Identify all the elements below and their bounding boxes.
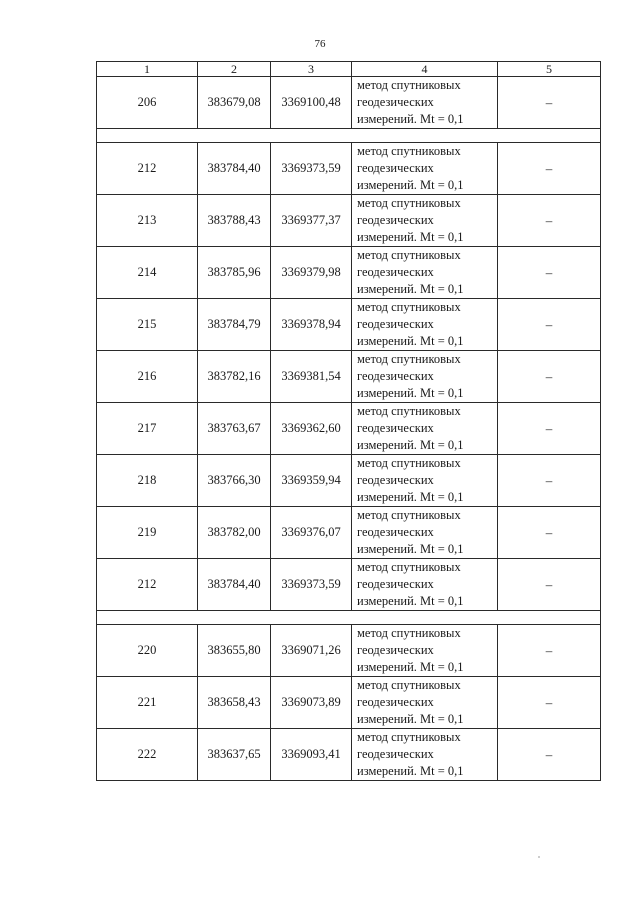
point-number-cell: 221 (97, 677, 198, 729)
table-separator-row (97, 611, 601, 625)
column-header: 5 (498, 62, 601, 77)
point-number-cell: 212 (97, 143, 198, 195)
method-line: измерений. Mt = 0,1 (357, 542, 464, 556)
table-row (97, 351, 601, 403)
note-cell: – (498, 559, 601, 611)
coordinates-table (96, 61, 601, 781)
table-separator-row (97, 129, 601, 143)
method-line: геодезических (357, 473, 434, 487)
y-coordinate-cell: 3369381,54 (271, 351, 352, 403)
point-number-cell: 222 (97, 729, 198, 781)
method-cell (352, 507, 498, 559)
table-row (97, 559, 601, 611)
method-line: измерений. Mt = 0,1 (357, 660, 464, 674)
page-number: 76 (314, 38, 326, 50)
note-cell: – (498, 625, 601, 677)
x-coordinate-cell: 383788,43 (198, 195, 271, 247)
x-coordinate-cell: 383679,08 (198, 77, 271, 129)
method-cell (352, 195, 498, 247)
method-line: геодезических (357, 747, 434, 761)
note-cell: – (498, 143, 601, 195)
x-coordinate-cell: 383655,80 (198, 625, 271, 677)
separator-cell (97, 611, 601, 625)
method-line: измерений. Mt = 0,1 (357, 764, 464, 778)
point-number-cell: 212 (97, 559, 198, 611)
method-line: измерений. Mt = 0,1 (357, 712, 464, 726)
table-body (97, 62, 601, 781)
method-cell (352, 299, 498, 351)
method-line: метод спутниковых (357, 404, 461, 418)
point-number-cell: 217 (97, 403, 198, 455)
method-line: измерений. Mt = 0,1 (357, 112, 464, 126)
method-line: геодезических (357, 161, 434, 175)
table-row (97, 677, 601, 729)
point-number-cell: 220 (97, 625, 198, 677)
method-cell (352, 677, 498, 729)
y-coordinate-cell: 3369073,89 (271, 677, 352, 729)
note-cell: – (498, 77, 601, 129)
method-cell (352, 455, 498, 507)
method-line: измерений. Mt = 0,1 (357, 230, 464, 244)
y-coordinate-cell: 3369100,48 (271, 77, 352, 129)
method-line: метод спутниковых (357, 248, 461, 262)
method-line: геодезических (357, 525, 434, 539)
method-line: геодезических (357, 317, 434, 331)
x-coordinate-cell: 383782,00 (198, 507, 271, 559)
scan-speck (538, 856, 540, 858)
y-coordinate-cell: 3369376,07 (271, 507, 352, 559)
method-line: геодезических (357, 421, 434, 435)
point-number-cell: 215 (97, 299, 198, 351)
method-line: геодезических (357, 643, 434, 657)
note-cell: – (498, 677, 601, 729)
method-cell (352, 143, 498, 195)
note-cell: – (498, 455, 601, 507)
method-line: измерений. Mt = 0,1 (357, 438, 464, 452)
method-cell (352, 559, 498, 611)
point-number-cell: 218 (97, 455, 198, 507)
point-number-cell: 213 (97, 195, 198, 247)
method-cell (352, 351, 498, 403)
note-cell: – (498, 195, 601, 247)
y-coordinate-cell: 3369362,60 (271, 403, 352, 455)
method-line: измерений. Mt = 0,1 (357, 334, 464, 348)
table-row (97, 195, 601, 247)
table-row (97, 625, 601, 677)
separator-cell (97, 129, 601, 143)
table-row (97, 299, 601, 351)
method-line: метод спутниковых (357, 626, 461, 640)
y-coordinate-cell: 3369359,94 (271, 455, 352, 507)
method-line: метод спутниковых (357, 78, 461, 92)
method-cell (352, 77, 498, 129)
method-line: метод спутниковых (357, 144, 461, 158)
method-line: геодезических (357, 577, 434, 591)
y-coordinate-cell: 3369377,37 (271, 195, 352, 247)
method-line: геодезических (357, 213, 434, 227)
method-line: метод спутниковых (357, 300, 461, 314)
method-cell (352, 247, 498, 299)
note-cell: – (498, 299, 601, 351)
method-line: измерений. Mt = 0,1 (357, 178, 464, 192)
column-header: 1 (97, 62, 198, 77)
x-coordinate-cell: 383763,67 (198, 403, 271, 455)
method-line: метод спутниковых (357, 456, 461, 470)
x-coordinate-cell: 383784,40 (198, 559, 271, 611)
point-number-cell: 219 (97, 507, 198, 559)
note-cell: – (498, 247, 601, 299)
method-line: метод спутниковых (357, 730, 461, 744)
y-coordinate-cell: 3369378,94 (271, 299, 352, 351)
method-line: метод спутниковых (357, 352, 461, 366)
table-row (97, 455, 601, 507)
column-header: 3 (271, 62, 352, 77)
method-line: измерений. Mt = 0,1 (357, 386, 464, 400)
table-row (97, 729, 601, 781)
table-header-row (97, 62, 601, 77)
x-coordinate-cell: 383637,65 (198, 729, 271, 781)
table-row (97, 143, 601, 195)
table-row (97, 247, 601, 299)
table-row (97, 507, 601, 559)
method-line: измерений. Mt = 0,1 (357, 594, 464, 608)
y-coordinate-cell: 3369071,26 (271, 625, 352, 677)
x-coordinate-cell: 383766,30 (198, 455, 271, 507)
table-row (97, 77, 601, 129)
method-line: геодезических (357, 695, 434, 709)
note-cell: – (498, 507, 601, 559)
method-line: геодезических (357, 265, 434, 279)
method-line: метод спутниковых (357, 678, 461, 692)
y-coordinate-cell: 3369379,98 (271, 247, 352, 299)
x-coordinate-cell: 383658,43 (198, 677, 271, 729)
x-coordinate-cell: 383782,16 (198, 351, 271, 403)
y-coordinate-cell: 3369373,59 (271, 559, 352, 611)
method-line: геодезических (357, 369, 434, 383)
table-row (97, 403, 601, 455)
method-line: измерений. Mt = 0,1 (357, 282, 464, 296)
column-header: 2 (198, 62, 271, 77)
method-line: метод спутниковых (357, 508, 461, 522)
method-line: геодезических (357, 95, 434, 109)
method-line: метод спутниковых (357, 560, 461, 574)
x-coordinate-cell: 383784,79 (198, 299, 271, 351)
point-number-cell: 214 (97, 247, 198, 299)
column-header: 4 (352, 62, 498, 77)
method-line: измерений. Mt = 0,1 (357, 490, 464, 504)
x-coordinate-cell: 383785,96 (198, 247, 271, 299)
y-coordinate-cell: 3369373,59 (271, 143, 352, 195)
x-coordinate-cell: 383784,40 (198, 143, 271, 195)
method-line: метод спутниковых (357, 196, 461, 210)
method-cell (352, 729, 498, 781)
note-cell: – (498, 403, 601, 455)
y-coordinate-cell: 3369093,41 (271, 729, 352, 781)
point-number-cell: 206 (97, 77, 198, 129)
method-cell (352, 625, 498, 677)
point-number-cell: 216 (97, 351, 198, 403)
note-cell: – (498, 729, 601, 781)
note-cell: – (498, 351, 601, 403)
method-cell (352, 403, 498, 455)
